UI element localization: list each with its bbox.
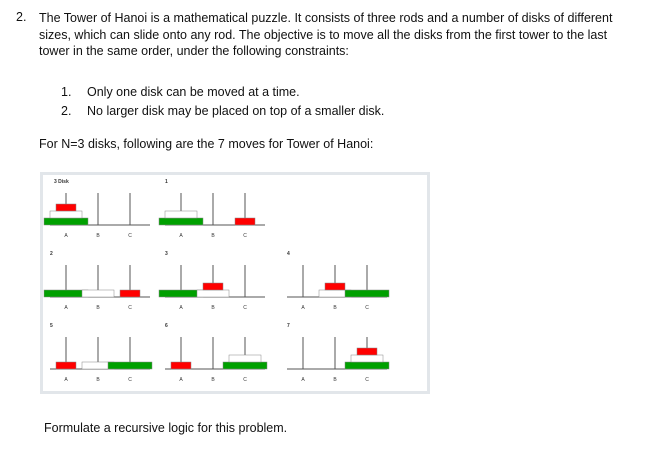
panel-label: 5 bbox=[50, 323, 53, 329]
rod-label: B bbox=[96, 305, 100, 311]
question-number: 2. bbox=[16, 10, 27, 24]
list-item bbox=[61, 102, 384, 121]
small-disk bbox=[171, 362, 191, 369]
rod-label: C bbox=[243, 305, 247, 311]
small-disk bbox=[56, 362, 76, 369]
rod-label: A bbox=[179, 377, 183, 383]
list-item-number: 2. bbox=[61, 104, 72, 118]
rod-label: A bbox=[301, 377, 305, 383]
rod-label: B bbox=[211, 233, 215, 239]
large-disk bbox=[44, 290, 88, 297]
rod-label: B bbox=[211, 377, 215, 383]
medium-disk bbox=[197, 290, 229, 297]
rod-label: C bbox=[128, 305, 132, 311]
panel-label: 7 bbox=[287, 323, 290, 329]
rod-label: C bbox=[243, 377, 247, 383]
question-intro: The Tower of Hanoi is a mathematical puzzle. It consists of three rods and a number of disks of different sizes, which can slide onto any rod. The objective is to move all the disks from the first tower to the last tower in the same order, under the following constraints: bbox=[39, 11, 613, 58]
panel-label: 3 bbox=[165, 251, 168, 257]
rod-label: B bbox=[333, 377, 337, 383]
hanoi-moves-diagram bbox=[43, 175, 427, 391]
rod-label: C bbox=[128, 233, 132, 239]
large-disk bbox=[159, 290, 203, 297]
small-disk bbox=[120, 290, 140, 297]
rod-label: C bbox=[365, 305, 369, 311]
tower-of-hanoi-figure bbox=[40, 172, 430, 394]
panel-label: 4 bbox=[287, 251, 290, 257]
list-item-text: Only one disk can be moved at a time. bbox=[87, 85, 300, 99]
small-disk bbox=[235, 218, 255, 225]
large-disk bbox=[345, 362, 389, 369]
panel-label: 6 bbox=[165, 323, 168, 329]
large-disk bbox=[44, 218, 88, 225]
rod-label: C bbox=[128, 377, 132, 383]
small-disk bbox=[56, 204, 76, 211]
rod-label: A bbox=[64, 305, 68, 311]
rod-label: B bbox=[96, 233, 100, 239]
list-item bbox=[61, 83, 384, 102]
medium-disk bbox=[82, 290, 114, 297]
rod-label: A bbox=[64, 377, 68, 383]
moves-lead-text: For N=3 disks, following are the 7 moves for Tower of Hanoi: bbox=[39, 137, 374, 151]
rod-label: B bbox=[96, 377, 100, 383]
rod-label: B bbox=[333, 305, 337, 311]
rod-label: A bbox=[179, 305, 183, 311]
rod-label: A bbox=[179, 233, 183, 239]
large-disk bbox=[159, 218, 203, 225]
medium-disk bbox=[351, 355, 383, 362]
small-disk bbox=[357, 348, 377, 355]
list-item-text: No larger disk may be placed on top of a smaller disk. bbox=[87, 104, 385, 118]
small-disk bbox=[325, 283, 345, 290]
rod-label: C bbox=[243, 233, 247, 239]
rod-label: C bbox=[365, 377, 369, 383]
large-disk bbox=[223, 362, 267, 369]
medium-disk bbox=[50, 211, 82, 218]
rod-label: A bbox=[301, 305, 305, 311]
large-disk bbox=[108, 362, 152, 369]
large-disk bbox=[345, 290, 389, 297]
rod-label: B bbox=[211, 305, 215, 311]
rod-label: A bbox=[64, 233, 68, 239]
task-text: Formulate a recursive logic for this problem. bbox=[44, 421, 288, 435]
small-disk bbox=[203, 283, 223, 290]
medium-disk bbox=[229, 355, 261, 362]
constraints-list bbox=[61, 83, 384, 121]
panel-label: 1 bbox=[165, 179, 168, 185]
medium-disk bbox=[165, 211, 197, 218]
panel-label: 3 Disk bbox=[54, 179, 69, 185]
panel-label: 2 bbox=[50, 251, 53, 257]
list-item-number: 1. bbox=[61, 85, 72, 99]
